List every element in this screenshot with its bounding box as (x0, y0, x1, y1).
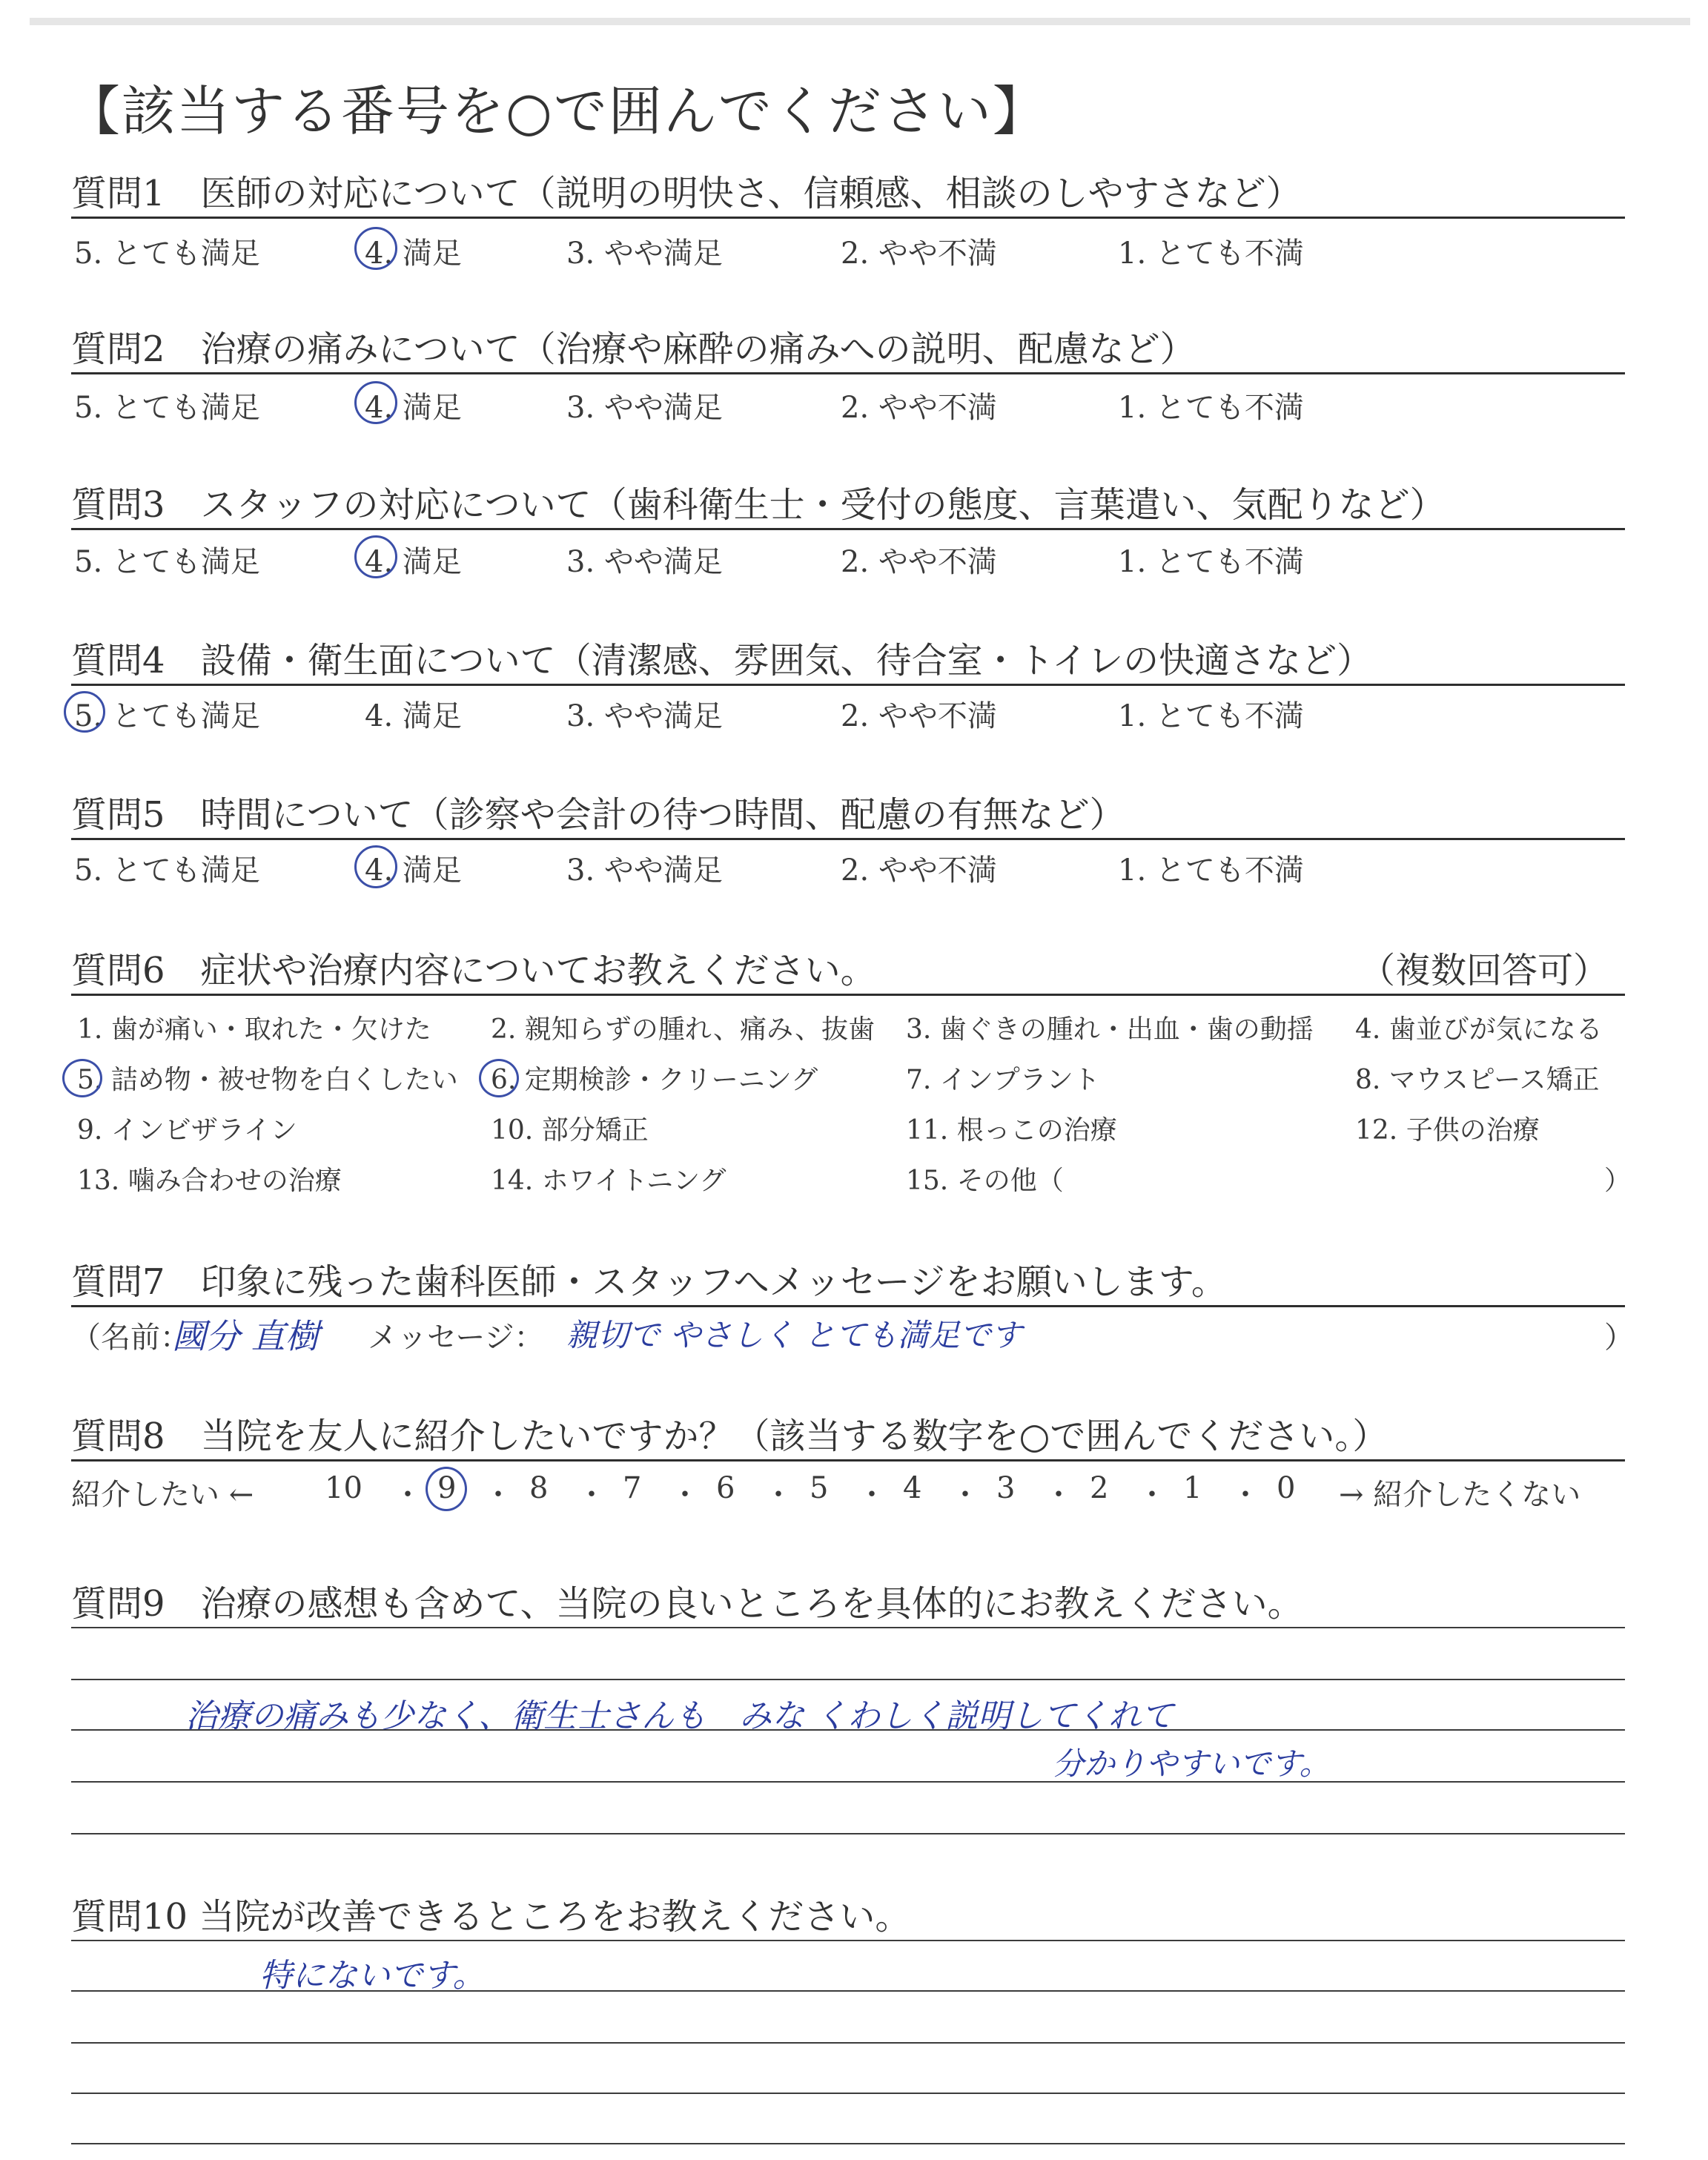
q10-line-3 (71, 2042, 1625, 2044)
q6-rule (71, 994, 1625, 996)
q3-option-1[interactable]: 1. とても不満 (1118, 545, 1304, 579)
q9-line-4 (71, 1781, 1625, 1783)
q8-dot: ・ (1137, 1478, 1167, 1512)
q9-line-5 (71, 1833, 1625, 1834)
q1-option-1[interactable]: 1. とても不満 (1118, 237, 1304, 271)
q5-heading: 質問5 時間について（診察や会計の待つ時間、配慮の有無など） (71, 794, 1125, 836)
q1-option-2[interactable]: 2. やや不満 (841, 237, 997, 271)
q3-option-5[interactable]: 5. とても満足 (74, 545, 260, 579)
q6-other-close-paren: ） (1604, 1166, 1632, 1196)
q8-value-2[interactable]: 2 (1090, 1471, 1109, 1505)
q4-selection-circle (64, 691, 105, 733)
q4-option-3[interactable]: 3. やや満足 (566, 699, 723, 733)
q8-dot: ・ (1044, 1478, 1073, 1512)
q6-option-4[interactable]: 4. 歯並びが気になる (1355, 1014, 1603, 1045)
q1-option-5[interactable]: 5. とても満足 (74, 237, 260, 271)
q7-name-handwritten[interactable]: 國分 直樹 (172, 1316, 320, 1356)
q6-option-10[interactable]: 10. 部分矯正 (491, 1115, 649, 1146)
q10-line-5 (71, 2143, 1625, 2144)
q3-option-2[interactable]: 2. やや不満 (841, 545, 997, 579)
q2-option-3[interactable]: 3. やや満足 (566, 391, 723, 425)
q2-option-5[interactable]: 5. とても満足 (74, 391, 260, 425)
q8-dot: ・ (483, 1478, 513, 1512)
q7-close-paren: ） (1604, 1321, 1634, 1355)
scan-edge (30, 18, 1690, 25)
q5-option-1[interactable]: 1. とても不満 (1118, 853, 1304, 888)
q8-value-4[interactable]: 4 (903, 1471, 922, 1505)
q1-selection-circle (354, 227, 397, 270)
q5-option-2[interactable]: 2. やや不満 (841, 853, 997, 888)
q8-value-1[interactable]: 1 (1183, 1471, 1202, 1505)
q2-rule (71, 372, 1625, 374)
q2-option-1[interactable]: 1. とても不満 (1118, 391, 1304, 425)
q6-option-7[interactable]: 7. インプラント (906, 1065, 1100, 1095)
q5-option-5[interactable]: 5. とても満足 (74, 853, 260, 888)
q8-left-label: 紹介したい ← (71, 1478, 254, 1512)
q8-value-7[interactable]: 7 (623, 1471, 642, 1505)
q9-answer-line-1[interactable]: 治療の痛みも少なく、衛生士さんも みな くわしく説明してくれて (185, 1697, 1174, 1735)
q6-heading: 質問6 症状や治療内容についてお教えください。 (71, 950, 876, 991)
q6-option-3[interactable]: 3. 歯ぐきの腫れ・出血・歯の動揺 (906, 1014, 1314, 1045)
q8-right-label: → 紹介したくない (1339, 1478, 1581, 1512)
q8-dot: ・ (393, 1478, 423, 1512)
q8-dot: ・ (950, 1478, 980, 1512)
q8-dot: ・ (577, 1478, 606, 1512)
q6-option-1[interactable]: 1. 歯が痛い・取れた・欠けた (77, 1014, 431, 1045)
q6-multiple-note: （複数回答可） (1360, 950, 1609, 991)
q1-heading: 質問1 医師の対応について（説明の明快さ、信頼感、相談のしやすさなど） (71, 173, 1302, 214)
q8-value-9[interactable]: 9 (437, 1471, 457, 1505)
q7-message-label: メッセージ： (368, 1321, 544, 1355)
q3-rule (71, 528, 1625, 530)
q9-line-1 (71, 1627, 1625, 1628)
q4-option-5[interactable]: 5. とても満足 (74, 699, 260, 733)
q4-option-1[interactable]: 1. とても不満 (1118, 699, 1304, 733)
q4-rule (71, 684, 1625, 686)
q7-name-label: （名前： (71, 1321, 190, 1355)
q3-heading: 質問3 スタッフの対応について（歯科衛生士・受付の態度、言葉遣い、気配りなど） (71, 484, 1446, 526)
q8-value-8[interactable]: 8 (529, 1471, 549, 1505)
q8-value-10[interactable]: 10 (325, 1471, 363, 1505)
q10-line-4 (71, 2093, 1625, 2094)
q5-option-4[interactable]: 4. 満足 (365, 853, 462, 888)
q8-rule (71, 1459, 1625, 1462)
q2-option-2[interactable]: 2. やや不満 (841, 391, 997, 425)
q8-dot: ・ (857, 1478, 887, 1512)
q2-selection-circle (354, 381, 397, 424)
q7-message-handwritten[interactable]: 親切で やさしく とても満足です (566, 1317, 1022, 1353)
q2-option-4[interactable]: 4. 満足 (365, 391, 462, 425)
q10-line-1 (71, 1940, 1625, 1941)
q2-heading: 質問2 治療の痛みについて（治療や麻酔の痛みへの説明、配慮など） (71, 328, 1196, 370)
q6-option-8[interactable]: 8. マウスピース矯正 (1355, 1065, 1600, 1095)
q1-rule (71, 217, 1625, 219)
q6-option-9[interactable]: 9. インビザライン (77, 1115, 297, 1146)
page-title: 【該当する番号を○で囲んでください】 (67, 80, 1047, 142)
q5-rule (71, 838, 1625, 840)
q8-dot: ・ (1231, 1478, 1260, 1512)
q8-dot: ・ (670, 1478, 700, 1512)
q5-option-3[interactable]: 3. やや満足 (566, 853, 723, 888)
q6-option-2[interactable]: 2. 親知らずの腫れ、痛み、抜歯 (491, 1014, 875, 1045)
q6-option-6[interactable]: 6. 定期検診・クリーニング (491, 1065, 818, 1095)
q9-line-2 (71, 1679, 1625, 1680)
q6-option-15[interactable]: 15. その他（ (906, 1166, 1064, 1196)
q3-selection-circle (354, 535, 397, 578)
q10-answer[interactable]: 特にないです。 (259, 1957, 486, 1995)
q8-value-0[interactable]: 0 (1277, 1471, 1296, 1505)
q6-option-12[interactable]: 12. 子供の治療 (1355, 1115, 1540, 1146)
q1-option-4[interactable]: 4. 満足 (365, 237, 462, 271)
q4-option-4[interactable]: 4. 満足 (365, 699, 462, 733)
q8-heading: 質問8 当院を友人に紹介したいですか？（該当する数字を○で囲んでください。） (71, 1416, 1388, 1457)
q8-value-5[interactable]: 5 (810, 1471, 829, 1505)
q1-option-3[interactable]: 3. やや満足 (566, 237, 723, 271)
q7-rule (71, 1305, 1625, 1307)
q8-value-6[interactable]: 6 (716, 1471, 735, 1505)
q4-heading: 質問4 設備・衛生面について（清潔感、雰囲気、待合室・トイレの快適さなど） (71, 640, 1373, 681)
q6-selection-circle-5 (62, 1059, 102, 1097)
q9-answer-line-2[interactable]: 分かりやすいです。 (1053, 1745, 1331, 1782)
q6-option-5[interactable]: 5. 詰め物・被せ物を白くしたい (77, 1065, 458, 1095)
q9-heading: 質問9 治療の感想も含めて、当院の良いところを具体的にお教えください。 (71, 1583, 1303, 1625)
q6-option-14[interactable]: 14. ホワイトニング (491, 1166, 726, 1196)
q10-heading: 質問10 当院が改善できるところをお教えください。 (71, 1896, 911, 1938)
q5-selection-circle (354, 845, 397, 888)
q8-selection-circle (426, 1467, 467, 1511)
q4-option-2[interactable]: 2. やや不満 (841, 699, 997, 733)
q6-option-13[interactable]: 13. 噛み合わせの治療 (77, 1166, 342, 1196)
q7-heading: 質問7 印象に残った歯科医師・スタッフへメッセージをお願いします。 (71, 1261, 1227, 1303)
q6-option-11[interactable]: 11. 根っこの治療 (906, 1115, 1117, 1146)
q8-value-3[interactable]: 3 (996, 1471, 1016, 1505)
q3-option-3[interactable]: 3. やや満足 (566, 545, 723, 579)
q6-selection-circle-6 (479, 1059, 519, 1097)
q3-option-4[interactable]: 4. 満足 (365, 545, 462, 579)
q8-dot: ・ (764, 1478, 793, 1512)
